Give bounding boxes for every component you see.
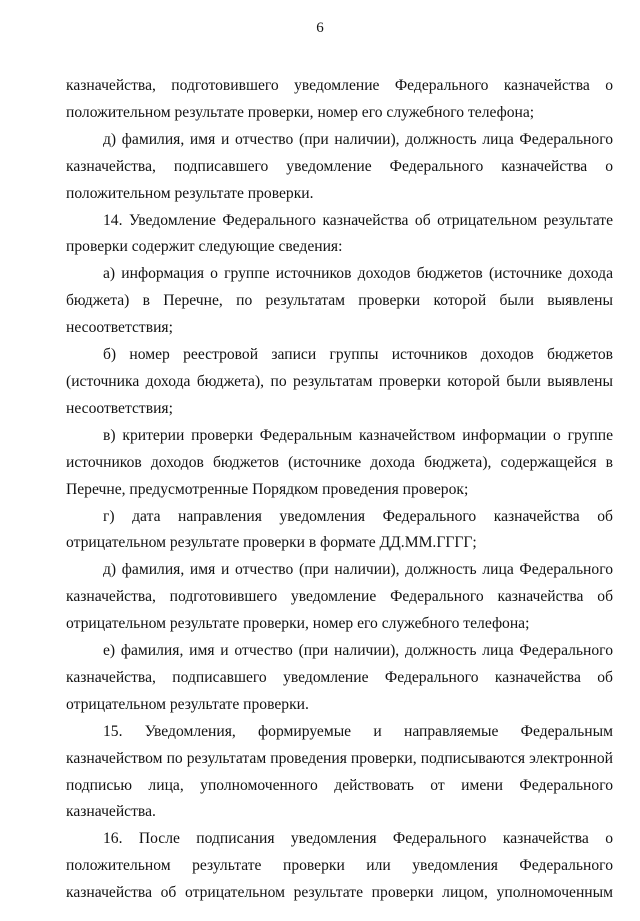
paragraph: 15. Уведомления, формируемые и направляемые Федеральным казначейством по результатам проведения проверки, подписываются электронной подписью лица, уполномоченного действовать от имени Федерального казначейства. bbox=[66, 722, 613, 821]
document-body bbox=[66, 73, 613, 907]
paragraph: д) фамилия, имя и отчество (при наличии), должность лица Федерального казначейства, подготовившего уведомление Федерального казначейства об отрицательном результате проверки, номер его служебного телефона; bbox=[66, 561, 613, 633]
paragraph: г) дата направления уведомления Федерального казначейства об отрицательном результате проверки в формате ДД.ММ.ГГГГ; bbox=[66, 507, 613, 552]
paragraph: д) фамилия, имя и отчество (при наличии), должность лица Федерального казначейства, подписавшего уведомление Федерального казначейства о положительном результате проверки. bbox=[66, 130, 613, 202]
paragraph: 16. После подписания уведомления Федерального казначейства о положительном результате проверки или уведомления Федерального казначейства об отрицательном результате проверки лицом, уполномоченным bbox=[66, 830, 613, 902]
paragraph: б) номер реестровой записи группы источников доходов бюджетов (источника дохода бюджета), по результатам проверки которой были выявлены несоответствия; bbox=[66, 346, 613, 417]
paragraph: в) критерии проверки Федеральным казначейством информации о группе источников доходов бюджетов (источнике дохода бюджета), содержащейся в Перечне, предусмотренные Порядком проведения проверок; bbox=[66, 426, 613, 498]
paragraph: 14. Уведомление Федерального казначейства об отрицательном результате проверки содержит следующие сведения: bbox=[66, 211, 613, 256]
paragraph: казначейства, подготовившего уведомление Федерального казначейства о положительном результате проверки, номер его служебного телефона; bbox=[66, 77, 613, 121]
paragraph: е) фамилия, имя и отчество (при наличии), должность лица Федерального казначейства, подписавшего уведомление Федерального казначейства об отрицательном результате проверки. bbox=[66, 642, 613, 713]
page-number: 6 bbox=[316, 20, 324, 36]
paragraph: а) информация о группе источников доходов бюджетов (источнике дохода бюджета) в Перечне, по результатам проверки которой были выявлены несоответствия; bbox=[66, 265, 613, 337]
